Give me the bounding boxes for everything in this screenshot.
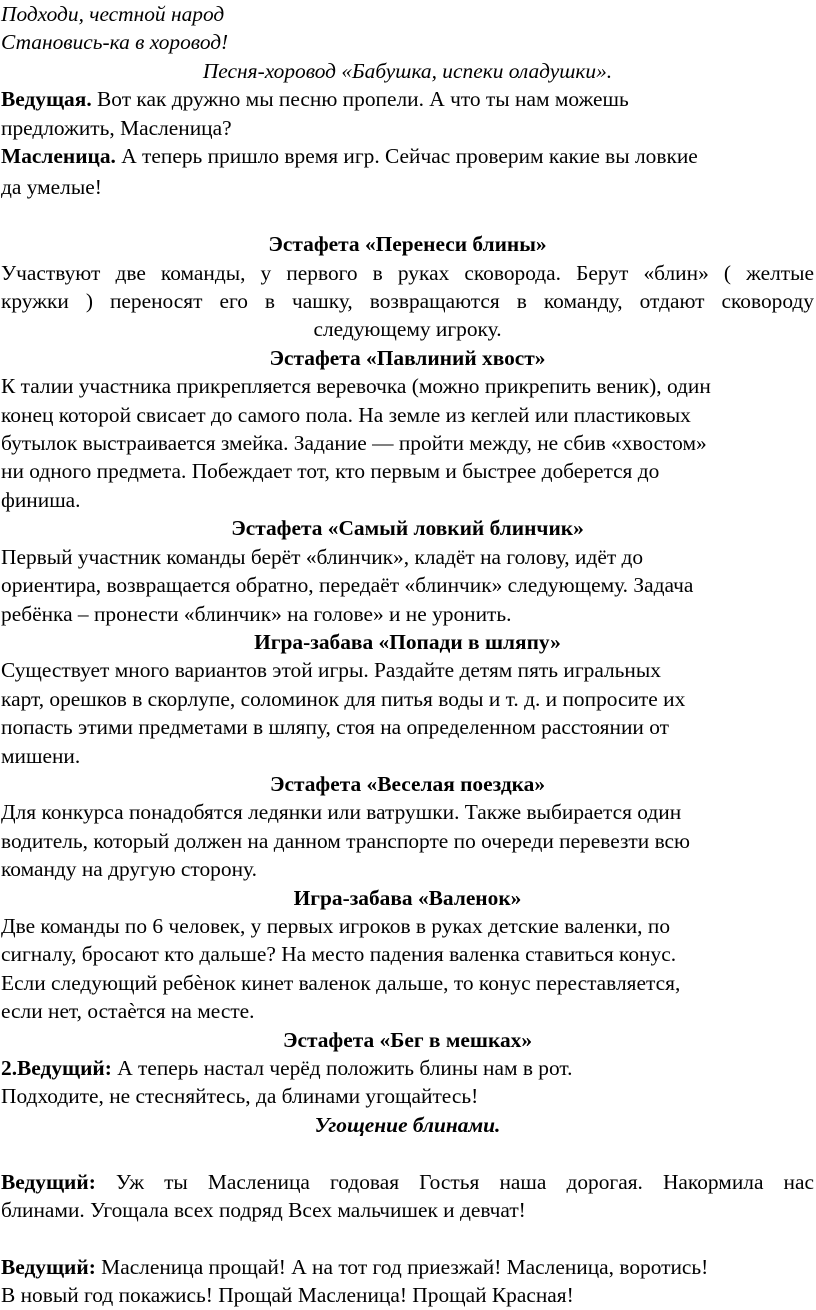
speaker-host-2: 2.Ведущий: <box>1 1056 112 1081</box>
game-title-5: Эстафета «Веселая поездка» <box>269 771 546 796</box>
game-6-line-3: Если следующий ребѐнок кинет валенок дальше, то конус переставляется, <box>1 970 681 995</box>
dialog-host-line-1: Ведущая. Вот как дружно мы песню пропели. А что ты нам можешь <box>1 87 629 112</box>
game-title-4: Игра-забава «Попади в шляпу» <box>254 629 561 654</box>
game-4-line-4: мишени. <box>1 743 81 768</box>
game-2-line-1: К талии участника прикрепляется веревочка (можно прикрепить веник), один <box>1 374 711 399</box>
game-1-line-3: следующему игроку. <box>313 317 502 342</box>
treat-title: Угощение блинами. <box>314 1112 501 1137</box>
game-6-line-1: Две команды по 6 человек, у первых игроков в руках детские валенки, по <box>1 913 671 938</box>
speaker-host: Ведущая. <box>1 87 92 112</box>
dialog-maslenitsa-line-2: да умелые! <box>1 175 102 200</box>
game-6-line-2: сигналу, бросают кто дальше? На место падения валенка ставиться конус. <box>1 942 677 967</box>
game-5-line-1: Для конкурса понадобятся ледянки или ватрушки. Также выбирается один <box>1 800 682 825</box>
game-title-7: Эстафета «Бег в мешках» <box>282 1027 533 1052</box>
dialog-host-line-2: предложить, Масленица? <box>1 115 232 140</box>
game-title-1: Эстафета «Перенеси блины» <box>268 232 547 257</box>
dialog-host4-line-1: Ведущий: Масленица прощай! А на тот год приезжай! Масленица, воротись! <box>1 1254 709 1279</box>
game-3-line-2: ориентира, возвращается обратно, передаёт «блинчик» следующему. Задача <box>1 573 694 598</box>
spacer <box>1 1139 814 1167</box>
game-title-6: Игра-забава «Валенок» <box>293 885 522 910</box>
game-1-line-1: Участвуют две команды, у первого в руках сковорода. Берут «блин» ( желтые <box>1 260 814 285</box>
dialog-host3-line-1: Ведущий: Уж ты Масленица годовая Гостья наша дорогая. Накормила нас <box>1 1169 814 1194</box>
game-title-2: Эстафета «Павлиний хвост» <box>269 345 546 370</box>
spacer <box>1 1224 814 1252</box>
game-5-line-3: команду на другую сторону. <box>1 857 257 882</box>
speaker-host-3: Ведущий: <box>1 1169 96 1194</box>
dialog-host2-line-1: 2.Ведущий: А теперь настал черёд положить блины нам в рот. <box>1 1056 573 1081</box>
game-title-3: Эстафета «Самый ловкий блинчик» <box>231 516 584 541</box>
intro-line-1: Подходи, честной народ <box>1 2 225 26</box>
game-5-line-2: водитель, который должен на данном транспорте по очереди перевезти всю <box>1 828 691 853</box>
spacer <box>1 202 814 230</box>
game-2-line-2: конец которой свисает до самого пола. На земле из кеглей или пластиковых <box>1 402 691 427</box>
game-4-line-3: попасть этими предметами в шляпу, стоя на определенном расстоянии от <box>1 715 669 740</box>
song-title: Песня-хоровод «Бабушка, испеки оладушки». <box>202 58 613 83</box>
dialog-host4-line-2: В новый год покажись! Прощай Масленица! Прощай Красная! <box>1 1283 574 1308</box>
speaker-maslenitsa: Масленица. <box>1 144 116 169</box>
game-4-line-2: карт, орешков в скорлупе, соломинок для питья воды и т. д. и попросите их <box>1 686 686 711</box>
game-2-line-3: бутылок выстраивается змейка. Задание — пройти между, не сбив «хвостом» <box>1 431 707 456</box>
game-2-line-5: финиша. <box>1 487 81 512</box>
game-6-line-4: если нет, остаѐтся на месте. <box>1 999 255 1024</box>
game-2-line-4: ни одного предмета. Побеждает тот, кто первым и быстрее доберется до <box>1 459 660 484</box>
game-4-line-1: Существует много вариантов этой игры. Раздайте детям пять игральных <box>1 658 661 683</box>
dialog-maslenitsa-line-1: Масленица. А теперь пришло время игр. Сейчас проверим какие вы ловкие <box>1 144 698 169</box>
game-1-line-2: кружки ) переносят его в чашку, возвращаются в команду, отдают сковороду <box>1 289 814 314</box>
game-3-line-1: Первый участник команды берёт «блинчик», кладёт на голову, идёт до <box>1 544 644 569</box>
game-3-line-3: ребёнка – пронести «блинчик» на голове» и не уронить. <box>1 601 512 626</box>
intro-line-2: Становись-ка в хоровод! <box>1 30 229 55</box>
dialog-host2-line-2: Подходите, не стесняйтесь, да блинами угощайтесь! <box>1 1084 479 1109</box>
speaker-host-4: Ведущий: <box>1 1254 96 1279</box>
dialog-host3-line-2: блинами. Угощала всех подряд Всех мальчишек и девчат! <box>1 1198 526 1223</box>
